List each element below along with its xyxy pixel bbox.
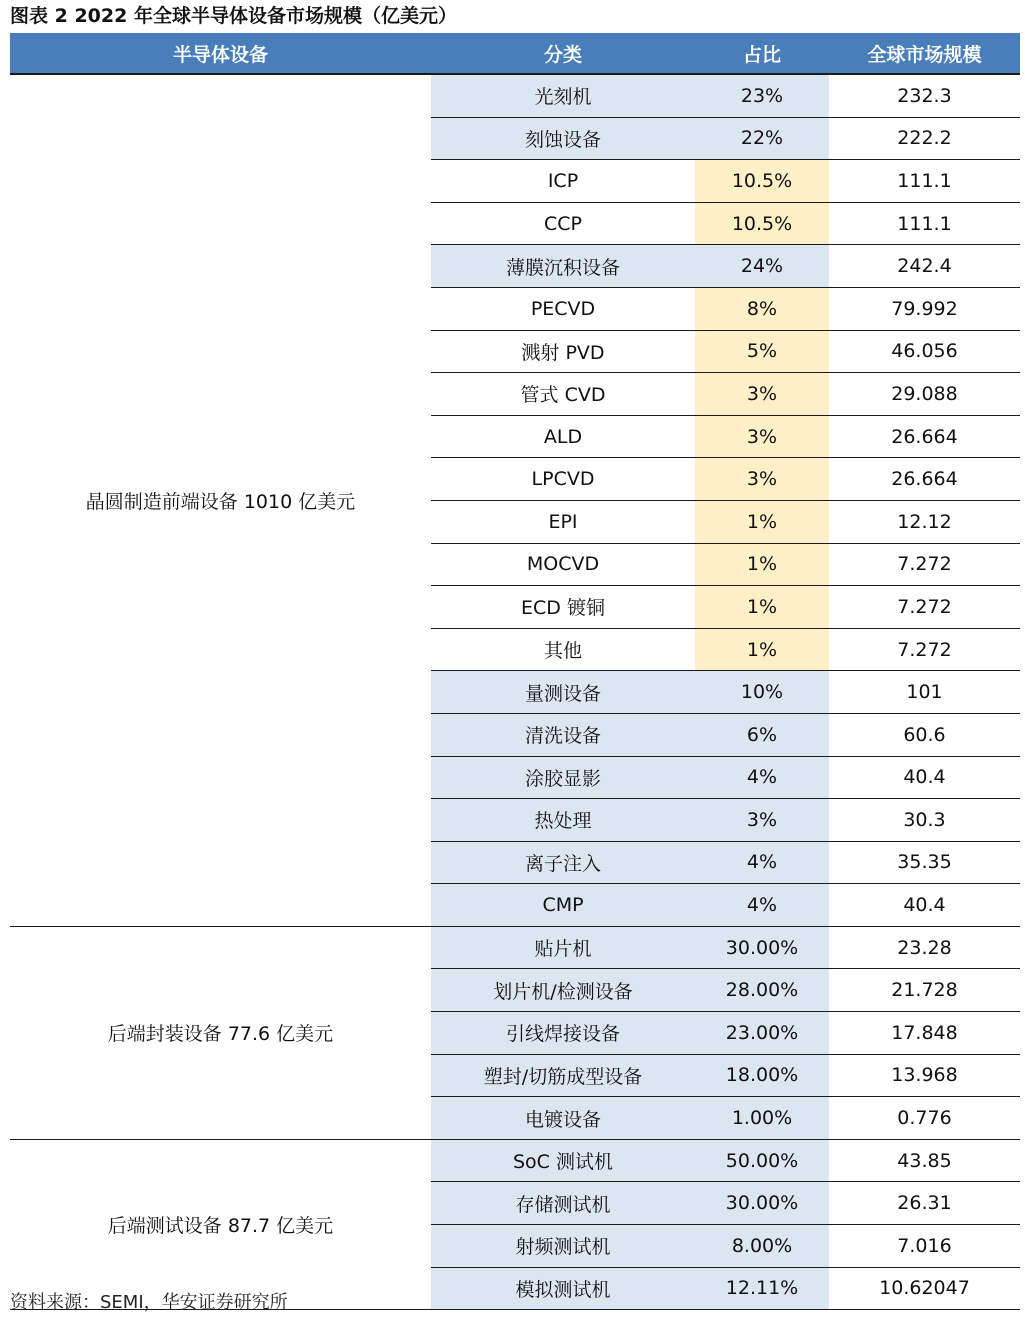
market-size-cell: 101 xyxy=(829,671,1020,714)
table-body xyxy=(10,74,1020,1310)
category-cell: 清洗设备 xyxy=(431,713,695,756)
category-cell: CMP xyxy=(431,884,695,927)
market-size-cell: 13.968 xyxy=(829,1054,1020,1097)
share-cell: 6% xyxy=(695,713,829,756)
market-size-cell: 111.1 xyxy=(829,202,1020,245)
category-cell: PECVD xyxy=(431,287,695,330)
header-market-size: 全球市场规模 xyxy=(829,33,1020,74)
category-cell: 其他 xyxy=(431,628,695,671)
category-cell: SoC 测试机 xyxy=(431,1139,695,1182)
share-cell: 10.5% xyxy=(695,202,829,245)
share-cell: 28.00% xyxy=(695,969,829,1012)
share-cell: 10.5% xyxy=(695,160,829,203)
share-cell: 30.00% xyxy=(695,926,829,969)
category-cell: 离子注入 xyxy=(431,841,695,884)
share-cell: 3% xyxy=(695,458,829,501)
category-cell: 热处理 xyxy=(431,799,695,842)
header-share: 占比 xyxy=(695,33,829,74)
category-cell: 薄膜沉积设备 xyxy=(431,245,695,288)
share-cell: 22% xyxy=(695,117,829,160)
market-size-cell: 40.4 xyxy=(829,884,1020,927)
market-size-cell: 222.2 xyxy=(829,117,1020,160)
share-cell: 23.00% xyxy=(695,1012,829,1055)
market-size-cell: 17.848 xyxy=(829,1012,1020,1055)
table-title: 图表 2 2022 年全球半导体设备市场规模（亿美元） xyxy=(10,5,457,27)
category-cell: CCP xyxy=(431,202,695,245)
category-cell: 存储测试机 xyxy=(431,1182,695,1225)
category-cell: 引线焊接设备 xyxy=(431,1012,695,1055)
source-note: 资料来源：SEMI，华安证券研究所 xyxy=(10,1292,288,1313)
share-cell: 1% xyxy=(695,543,829,586)
share-cell: 23% xyxy=(695,74,829,117)
market-size-cell: 0.776 xyxy=(829,1097,1020,1140)
category-cell: 涂胶显影 xyxy=(431,756,695,799)
category-cell: 射频测试机 xyxy=(431,1225,695,1268)
market-size-cell: 30.3 xyxy=(829,799,1020,842)
market-size-table xyxy=(10,33,1020,1310)
market-size-cell: 7.272 xyxy=(829,628,1020,671)
table-row xyxy=(10,926,1020,969)
market-size-cell: 21.728 xyxy=(829,969,1020,1012)
share-cell: 4% xyxy=(695,756,829,799)
table-row xyxy=(10,1139,1020,1182)
market-size-cell: 111.1 xyxy=(829,160,1020,203)
share-cell: 10% xyxy=(695,671,829,714)
category-cell: 光刻机 xyxy=(431,74,695,117)
market-size-cell: 232.3 xyxy=(829,74,1020,117)
share-cell: 3% xyxy=(695,415,829,458)
category-cell: 刻蚀设备 xyxy=(431,117,695,160)
equipment-group-label: 晶圆制造前端设备 1010 亿美元 xyxy=(10,74,431,926)
table-row xyxy=(10,74,1020,117)
category-cell: ECD 镀铜 xyxy=(431,586,695,629)
market-size-cell: 12.12 xyxy=(829,500,1020,543)
share-cell: 8% xyxy=(695,287,829,330)
share-cell: 3% xyxy=(695,373,829,416)
share-cell: 5% xyxy=(695,330,829,373)
category-cell: 量测设备 xyxy=(431,671,695,714)
market-size-cell: 7.272 xyxy=(829,543,1020,586)
market-size-cell: 40.4 xyxy=(829,756,1020,799)
share-cell: 1% xyxy=(695,500,829,543)
category-cell: 划片机/检测设备 xyxy=(431,969,695,1012)
category-cell: LPCVD xyxy=(431,458,695,501)
category-cell: 溅射 PVD xyxy=(431,330,695,373)
category-cell: 塑封/切筋成型设备 xyxy=(431,1054,695,1097)
market-size-cell: 60.6 xyxy=(829,713,1020,756)
share-cell: 3% xyxy=(695,799,829,842)
header-category: 分类 xyxy=(431,33,695,74)
share-cell: 30.00% xyxy=(695,1182,829,1225)
market-size-cell: 26.664 xyxy=(829,458,1020,501)
share-cell: 1% xyxy=(695,586,829,629)
category-cell: 管式 CVD xyxy=(431,373,695,416)
category-cell: 模拟测试机 xyxy=(431,1267,695,1310)
share-cell: 18.00% xyxy=(695,1054,829,1097)
market-size-cell: 26.664 xyxy=(829,415,1020,458)
market-size-cell: 7.016 xyxy=(829,1225,1020,1268)
market-size-cell: 35.35 xyxy=(829,841,1020,884)
share-cell: 50.00% xyxy=(695,1139,829,1182)
share-cell: 4% xyxy=(695,841,829,884)
market-size-cell: 43.85 xyxy=(829,1139,1020,1182)
equipment-group-label: 后端测试设备 87.7 亿美元 xyxy=(10,1139,431,1309)
equipment-group-label: 后端封装设备 77.6 亿美元 xyxy=(10,926,431,1139)
category-cell: ALD xyxy=(431,415,695,458)
market-size-cell: 79.992 xyxy=(829,287,1020,330)
share-cell: 1% xyxy=(695,628,829,671)
market-size-cell: 10.62047 xyxy=(829,1267,1020,1310)
header-equipment: 半导体设备 xyxy=(10,33,431,74)
category-cell: 电镀设备 xyxy=(431,1097,695,1140)
category-cell: EPI xyxy=(431,500,695,543)
market-size-cell: 242.4 xyxy=(829,245,1020,288)
share-cell: 1.00% xyxy=(695,1097,829,1140)
market-size-cell: 29.088 xyxy=(829,373,1020,416)
market-size-cell: 26.31 xyxy=(829,1182,1020,1225)
category-cell: 贴片机 xyxy=(431,926,695,969)
share-cell: 24% xyxy=(695,245,829,288)
market-size-cell: 46.056 xyxy=(829,330,1020,373)
category-cell: ICP xyxy=(431,160,695,203)
share-cell: 4% xyxy=(695,884,829,927)
market-size-cell: 7.272 xyxy=(829,586,1020,629)
share-cell: 12.11% xyxy=(695,1267,829,1310)
category-cell: MOCVD xyxy=(431,543,695,586)
header-row xyxy=(10,33,1020,74)
share-cell: 8.00% xyxy=(695,1225,829,1268)
market-size-cell: 23.28 xyxy=(829,926,1020,969)
